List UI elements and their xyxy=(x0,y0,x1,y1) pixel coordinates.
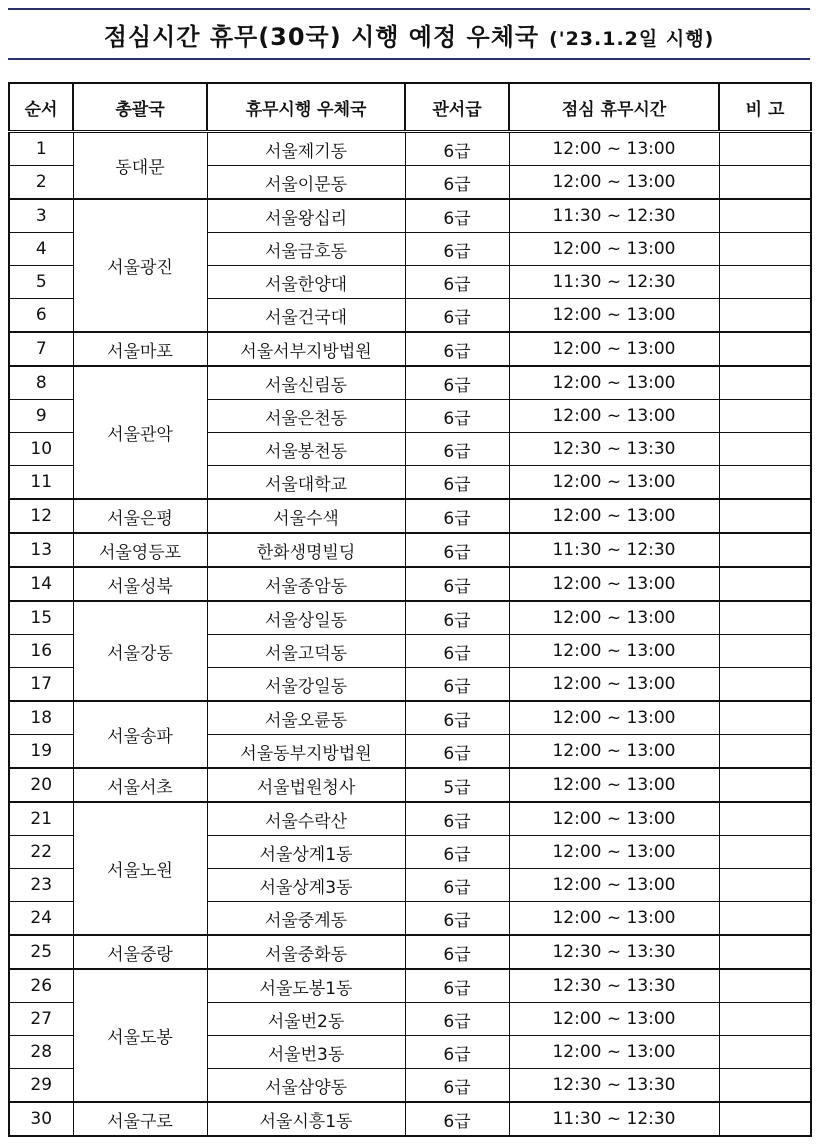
cell-office: 서울한양대 xyxy=(207,266,405,299)
cell-no: 13 xyxy=(9,533,73,567)
table-row xyxy=(9,199,811,233)
cell-hq: 서울노원 xyxy=(73,802,207,935)
cell-note xyxy=(719,969,811,1003)
table-row xyxy=(9,132,811,166)
cell-office: 서울중계동 xyxy=(207,902,405,936)
cell-office: 서울도봉1동 xyxy=(207,969,405,1003)
title-effective-date: ('23.1.2일 시행) xyxy=(549,27,715,50)
table-row xyxy=(9,768,811,802)
cell-lunch-time: 12:00 ~ 13:00 xyxy=(509,466,719,500)
cell-no: 11 xyxy=(9,466,73,500)
cell-grade: 6급 xyxy=(405,668,509,702)
cell-lunch-time: 12:30 ~ 13:30 xyxy=(509,969,719,1003)
cell-no: 27 xyxy=(9,1003,73,1036)
cell-note xyxy=(719,701,811,735)
cell-lunch-time: 12:00 ~ 13:00 xyxy=(509,902,719,936)
table-row xyxy=(9,1102,811,1136)
table-row xyxy=(9,802,811,836)
cell-note xyxy=(719,869,811,902)
cell-lunch-time: 12:00 ~ 13:00 xyxy=(509,567,719,601)
cell-office: 서울종암동 xyxy=(207,567,405,601)
cell-lunch-time: 12:00 ~ 13:00 xyxy=(509,668,719,702)
cell-office: 서울대학교 xyxy=(207,466,405,500)
cell-note xyxy=(719,433,811,466)
post-office-table xyxy=(8,82,812,1137)
cell-lunch-time: 12:00 ~ 13:00 xyxy=(509,601,719,635)
cell-no: 9 xyxy=(9,400,73,433)
cell-office: 서울서부지방법원 xyxy=(207,332,405,366)
cell-grade: 6급 xyxy=(405,1036,509,1069)
cell-note xyxy=(719,836,811,869)
cell-office: 서울은천동 xyxy=(207,400,405,433)
cell-grade: 6급 xyxy=(405,433,509,466)
cell-grade: 6급 xyxy=(405,233,509,266)
cell-grade: 6급 xyxy=(405,1003,509,1036)
cell-no: 19 xyxy=(9,735,73,769)
cell-grade: 6급 xyxy=(405,332,509,366)
cell-note xyxy=(719,366,811,400)
cell-office: 서울봉천동 xyxy=(207,433,405,466)
cell-no: 7 xyxy=(9,332,73,366)
cell-note xyxy=(719,233,811,266)
cell-lunch-time: 12:30 ~ 13:30 xyxy=(509,433,719,466)
col-header-lunch-time: 점심 휴무시간 xyxy=(509,83,719,132)
cell-no: 30 xyxy=(9,1102,73,1136)
cell-lunch-time: 12:00 ~ 13:00 xyxy=(509,366,719,400)
cell-lunch-time: 12:30 ~ 13:30 xyxy=(509,1069,719,1103)
cell-hq: 서울강동 xyxy=(73,601,207,701)
cell-grade: 6급 xyxy=(405,601,509,635)
cell-note xyxy=(719,499,811,533)
cell-note xyxy=(719,533,811,567)
cell-office: 서울상계3동 xyxy=(207,869,405,902)
cell-grade: 6급 xyxy=(405,1102,509,1136)
cell-office: 서울강일동 xyxy=(207,668,405,702)
cell-office: 서울번3동 xyxy=(207,1036,405,1069)
cell-note xyxy=(719,166,811,200)
cell-lunch-time: 12:00 ~ 13:00 xyxy=(509,1003,719,1036)
col-header-grade: 관서급 xyxy=(405,83,509,132)
cell-no: 3 xyxy=(9,199,73,233)
header-row xyxy=(9,83,811,132)
table-row xyxy=(9,969,811,1003)
cell-lunch-time: 11:30 ~ 12:30 xyxy=(509,199,719,233)
cell-lunch-time: 12:00 ~ 13:00 xyxy=(509,735,719,769)
table-row xyxy=(9,567,811,601)
cell-grade: 6급 xyxy=(405,969,509,1003)
cell-lunch-time: 12:00 ~ 13:00 xyxy=(509,701,719,735)
cell-hq: 서울서초 xyxy=(73,768,207,802)
cell-office: 서울건국대 xyxy=(207,299,405,333)
cell-note xyxy=(719,735,811,769)
cell-no: 21 xyxy=(9,802,73,836)
cell-no: 22 xyxy=(9,836,73,869)
cell-no: 16 xyxy=(9,635,73,668)
cell-office: 서울중화동 xyxy=(207,935,405,969)
cell-no: 17 xyxy=(9,668,73,702)
cell-note xyxy=(719,668,811,702)
cell-lunch-time: 12:00 ~ 13:00 xyxy=(509,802,719,836)
cell-lunch-time: 12:00 ~ 13:00 xyxy=(509,166,719,200)
cell-office: 서울수락산 xyxy=(207,802,405,836)
cell-note xyxy=(719,601,811,635)
cell-grade: 6급 xyxy=(405,635,509,668)
cell-no: 23 xyxy=(9,869,73,902)
cell-note xyxy=(719,768,811,802)
cell-no: 12 xyxy=(9,499,73,533)
cell-office: 서울번2동 xyxy=(207,1003,405,1036)
cell-no: 8 xyxy=(9,366,73,400)
title-main: 점심시간 휴무(30국) 시행 예정 우체국 xyxy=(103,22,540,51)
cell-note xyxy=(719,466,811,500)
table-row xyxy=(9,533,811,567)
cell-no: 18 xyxy=(9,701,73,735)
cell-no: 5 xyxy=(9,266,73,299)
cell-no: 20 xyxy=(9,768,73,802)
cell-no: 25 xyxy=(9,935,73,969)
cell-lunch-time: 11:30 ~ 12:30 xyxy=(509,266,719,299)
cell-lunch-time: 12:30 ~ 13:30 xyxy=(509,935,719,969)
cell-lunch-time: 12:00 ~ 13:00 xyxy=(509,233,719,266)
table-body xyxy=(9,132,811,1137)
cell-lunch-time: 11:30 ~ 12:30 xyxy=(509,533,719,567)
cell-office: 서울상계1동 xyxy=(207,836,405,869)
cell-hq: 서울도봉 xyxy=(73,969,207,1102)
cell-lunch-time: 12:00 ~ 13:00 xyxy=(509,836,719,869)
cell-grade: 6급 xyxy=(405,299,509,333)
cell-office: 서울동부지방법원 xyxy=(207,735,405,769)
cell-grade: 6급 xyxy=(405,366,509,400)
table-row xyxy=(9,366,811,400)
cell-no: 29 xyxy=(9,1069,73,1103)
col-header-no: 순서 xyxy=(9,83,73,132)
cell-lunch-time: 12:00 ~ 13:00 xyxy=(509,1036,719,1069)
cell-note xyxy=(719,299,811,333)
cell-note xyxy=(719,199,811,233)
cell-grade: 6급 xyxy=(405,735,509,769)
table-header xyxy=(9,83,811,132)
cell-note xyxy=(719,1069,811,1103)
cell-hq: 서울은평 xyxy=(73,499,207,533)
cell-hq: 동대문 xyxy=(73,132,207,200)
cell-lunch-time: 12:00 ~ 13:00 xyxy=(509,499,719,533)
cell-office: 서울수색 xyxy=(207,499,405,533)
cell-lunch-time: 12:00 ~ 13:00 xyxy=(509,400,719,433)
cell-lunch-time: 12:00 ~ 13:00 xyxy=(509,635,719,668)
cell-no: 6 xyxy=(9,299,73,333)
cell-office: 서울삼양동 xyxy=(207,1069,405,1103)
cell-hq: 서울성북 xyxy=(73,567,207,601)
cell-no: 24 xyxy=(9,902,73,936)
cell-office: 서울법원청사 xyxy=(207,768,405,802)
cell-note xyxy=(719,635,811,668)
cell-grade: 6급 xyxy=(405,836,509,869)
cell-grade: 6급 xyxy=(405,266,509,299)
cell-note xyxy=(719,935,811,969)
page-title xyxy=(104,17,715,52)
cell-grade: 5급 xyxy=(405,768,509,802)
cell-no: 4 xyxy=(9,233,73,266)
cell-office: 서울고덕동 xyxy=(207,635,405,668)
cell-hq: 서울마포 xyxy=(73,332,207,366)
cell-office: 서울상일동 xyxy=(207,601,405,635)
table-row xyxy=(9,332,811,366)
cell-office: 서울이문동 xyxy=(207,166,405,200)
cell-lunch-time: 12:00 ~ 13:00 xyxy=(509,768,719,802)
cell-hq: 서울관악 xyxy=(73,366,207,499)
cell-lunch-time: 12:00 ~ 13:00 xyxy=(509,299,719,333)
cell-lunch-time: 12:00 ~ 13:00 xyxy=(509,132,719,166)
cell-hq: 서울중랑 xyxy=(73,935,207,969)
cell-lunch-time: 11:30 ~ 12:30 xyxy=(509,1102,719,1136)
cell-hq: 서울광진 xyxy=(73,199,207,332)
cell-no: 15 xyxy=(9,601,73,635)
cell-note xyxy=(719,266,811,299)
cell-note xyxy=(719,1102,811,1136)
cell-office: 서울시흥1동 xyxy=(207,1102,405,1136)
cell-no: 10 xyxy=(9,433,73,466)
cell-grade: 6급 xyxy=(405,533,509,567)
cell-no: 28 xyxy=(9,1036,73,1069)
cell-note xyxy=(719,1003,811,1036)
title-bar xyxy=(8,8,810,60)
cell-lunch-time: 12:00 ~ 13:00 xyxy=(509,332,719,366)
cell-note xyxy=(719,400,811,433)
cell-grade: 6급 xyxy=(405,132,509,166)
cell-grade: 6급 xyxy=(405,166,509,200)
cell-grade: 6급 xyxy=(405,499,509,533)
cell-note xyxy=(719,802,811,836)
cell-lunch-time: 12:00 ~ 13:00 xyxy=(509,869,719,902)
cell-grade: 6급 xyxy=(405,869,509,902)
cell-no: 1 xyxy=(9,132,73,166)
cell-grade: 6급 xyxy=(405,400,509,433)
cell-grade: 6급 xyxy=(405,567,509,601)
cell-office: 서울오륜동 xyxy=(207,701,405,735)
cell-no: 26 xyxy=(9,969,73,1003)
cell-note xyxy=(719,332,811,366)
cell-grade: 6급 xyxy=(405,1069,509,1103)
cell-grade: 6급 xyxy=(405,902,509,936)
table-row xyxy=(9,499,811,533)
cell-note xyxy=(719,567,811,601)
table-row xyxy=(9,701,811,735)
cell-note xyxy=(719,1036,811,1069)
cell-no: 14 xyxy=(9,567,73,601)
cell-hq: 서울송파 xyxy=(73,701,207,768)
cell-note xyxy=(719,902,811,936)
cell-office: 서울신림동 xyxy=(207,366,405,400)
cell-grade: 6급 xyxy=(405,199,509,233)
cell-office: 서울제기동 xyxy=(207,132,405,166)
cell-hq: 서울영등포 xyxy=(73,533,207,567)
cell-grade: 6급 xyxy=(405,466,509,500)
cell-no: 2 xyxy=(9,166,73,200)
col-header-hq: 총괄국 xyxy=(73,83,207,132)
cell-office: 한화생명빌딩 xyxy=(207,533,405,567)
cell-office: 서울왕십리 xyxy=(207,199,405,233)
table-row xyxy=(9,935,811,969)
col-header-note: 비 고 xyxy=(719,83,811,132)
cell-grade: 6급 xyxy=(405,701,509,735)
cell-office: 서울금호동 xyxy=(207,233,405,266)
cell-grade: 6급 xyxy=(405,802,509,836)
table-row xyxy=(9,601,811,635)
cell-note xyxy=(719,132,811,166)
col-header-office: 휴무시행 우체국 xyxy=(207,83,405,132)
cell-grade: 6급 xyxy=(405,935,509,969)
cell-hq: 서울구로 xyxy=(73,1102,207,1136)
